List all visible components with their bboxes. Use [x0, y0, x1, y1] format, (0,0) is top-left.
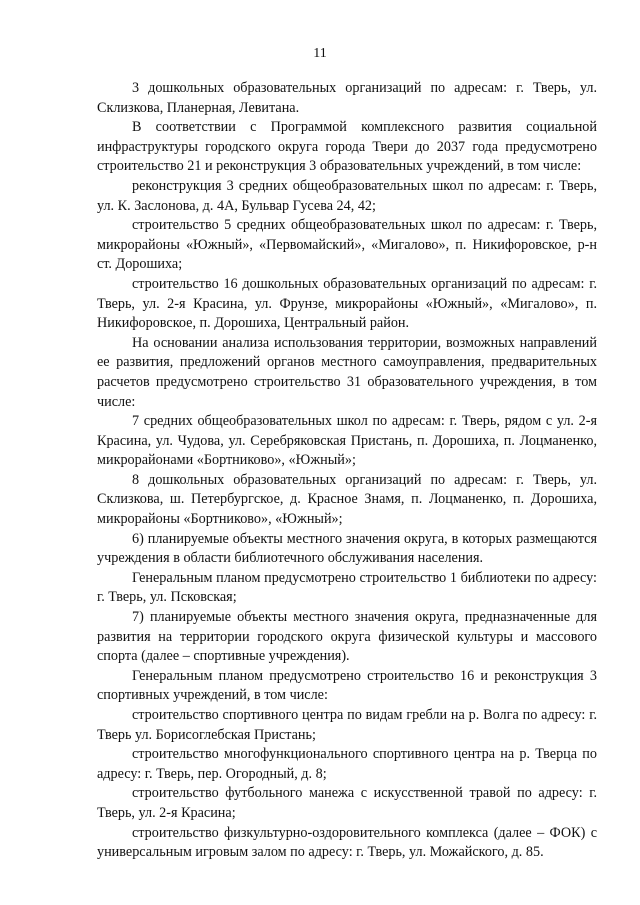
paragraph: строительство 16 дошкольных образовательных организаций по адресам: г. Тверь, ул. 2-я Красина, ул. Фрунзе, микрорайоны «Южный», «Мигалово», п. Никифоровское, п. Дорошиха, Центральный район. — [97, 275, 597, 332]
paragraph: 7) планируемые объекты местного значения округа, предназначенные для развития на территории городского округа физической культуры и массового спорта (далее – спортивные учреждения). — [97, 609, 597, 665]
page-number: 11 — [313, 46, 327, 61]
paragraph: 6) планируемые объекты местного значения округа, в которых размещаются учреждения в области библиотечного обслуживания населения. — [97, 530, 597, 567]
paragraph: строительство спортивного центра по видам гребли на р. Волга по адресу: г. Тверь ул. Борисоглебская Пристань; — [97, 707, 597, 743]
paragraph: Генеральным планом предусмотрено строительство 1 библиотеки по адресу: г. Тверь, ул. Псковская; — [97, 569, 597, 606]
paragraph: Генеральным планом предусмотрено строительство 16 и реконструкция 3 спортивных учреждений, в том числе: — [97, 667, 597, 704]
paragraph: строительство футбольного манежа с искусственной травой по адресу: г. Тверь, ул. 2-я Красина; — [97, 785, 597, 821]
paragraph: В соответствии с Программой комплексного развития социальной инфраструктуры городского округа города Твери до 2037 года предусмотрено строительство 21 и реконструкция 3 образовательных учреждений, в том числе: — [97, 119, 597, 175]
paragraph: реконструкция 3 средних общеобразовательных школ по адресам: г. Тверь, ул. К. Заслонова, д. 4А, Бульвар Гусева 24, 42; — [97, 177, 597, 214]
paragraph: На основании анализа использования территории, возможных направлений ее развития, предложений органов местного самоуправления, предварительных расчетов предусмотрено строительство 31 образовательного учреждения, в том числе: — [97, 334, 597, 410]
paragraph: строительство многофункционального спортивного центра на р. Тверца по адресу: г. Тверь, пер. Огородный, д. 8; — [97, 746, 597, 782]
paragraph: 8 дошкольных образовательных организаций по адресам: г. Тверь, ул. Склизкова, ш. Петербургское, д. Красное Знамя, п. Лоцманенко, п. Дорошиха, микрорайоны «Бортниково», «Южный»; — [97, 471, 597, 528]
document-body — [97, 79, 597, 863]
paragraph: 7 средних общеобразовательных школ по адресам: г. Тверь, рядом с ул. 2-я Красина, ул. Чудова, ул. Серебряковская Пристань, п. Дорошиха, п. Лоцманенко, микрорайонами «Бортниково», «Южный»; — [97, 413, 597, 469]
paragraph: строительство физкультурно-оздоровительного комплекса (далее – ФОК) с универсальным игровым залом по адресу: г. Тверь, ул. Можайского, д. 85. — [97, 824, 597, 861]
paragraph: 3 дошкольных образовательных организаций по адресам: г. Тверь, ул. Склизкова, Планерная, Левитана. — [97, 80, 597, 116]
paragraph: строительство 5 средних общеобразовательных школ по адресам: г. Тверь, микрорайоны «Южный», «Первомайский», «Мигалово», п. Никифоровское, р-н ст. Дорошиха; — [97, 217, 597, 273]
